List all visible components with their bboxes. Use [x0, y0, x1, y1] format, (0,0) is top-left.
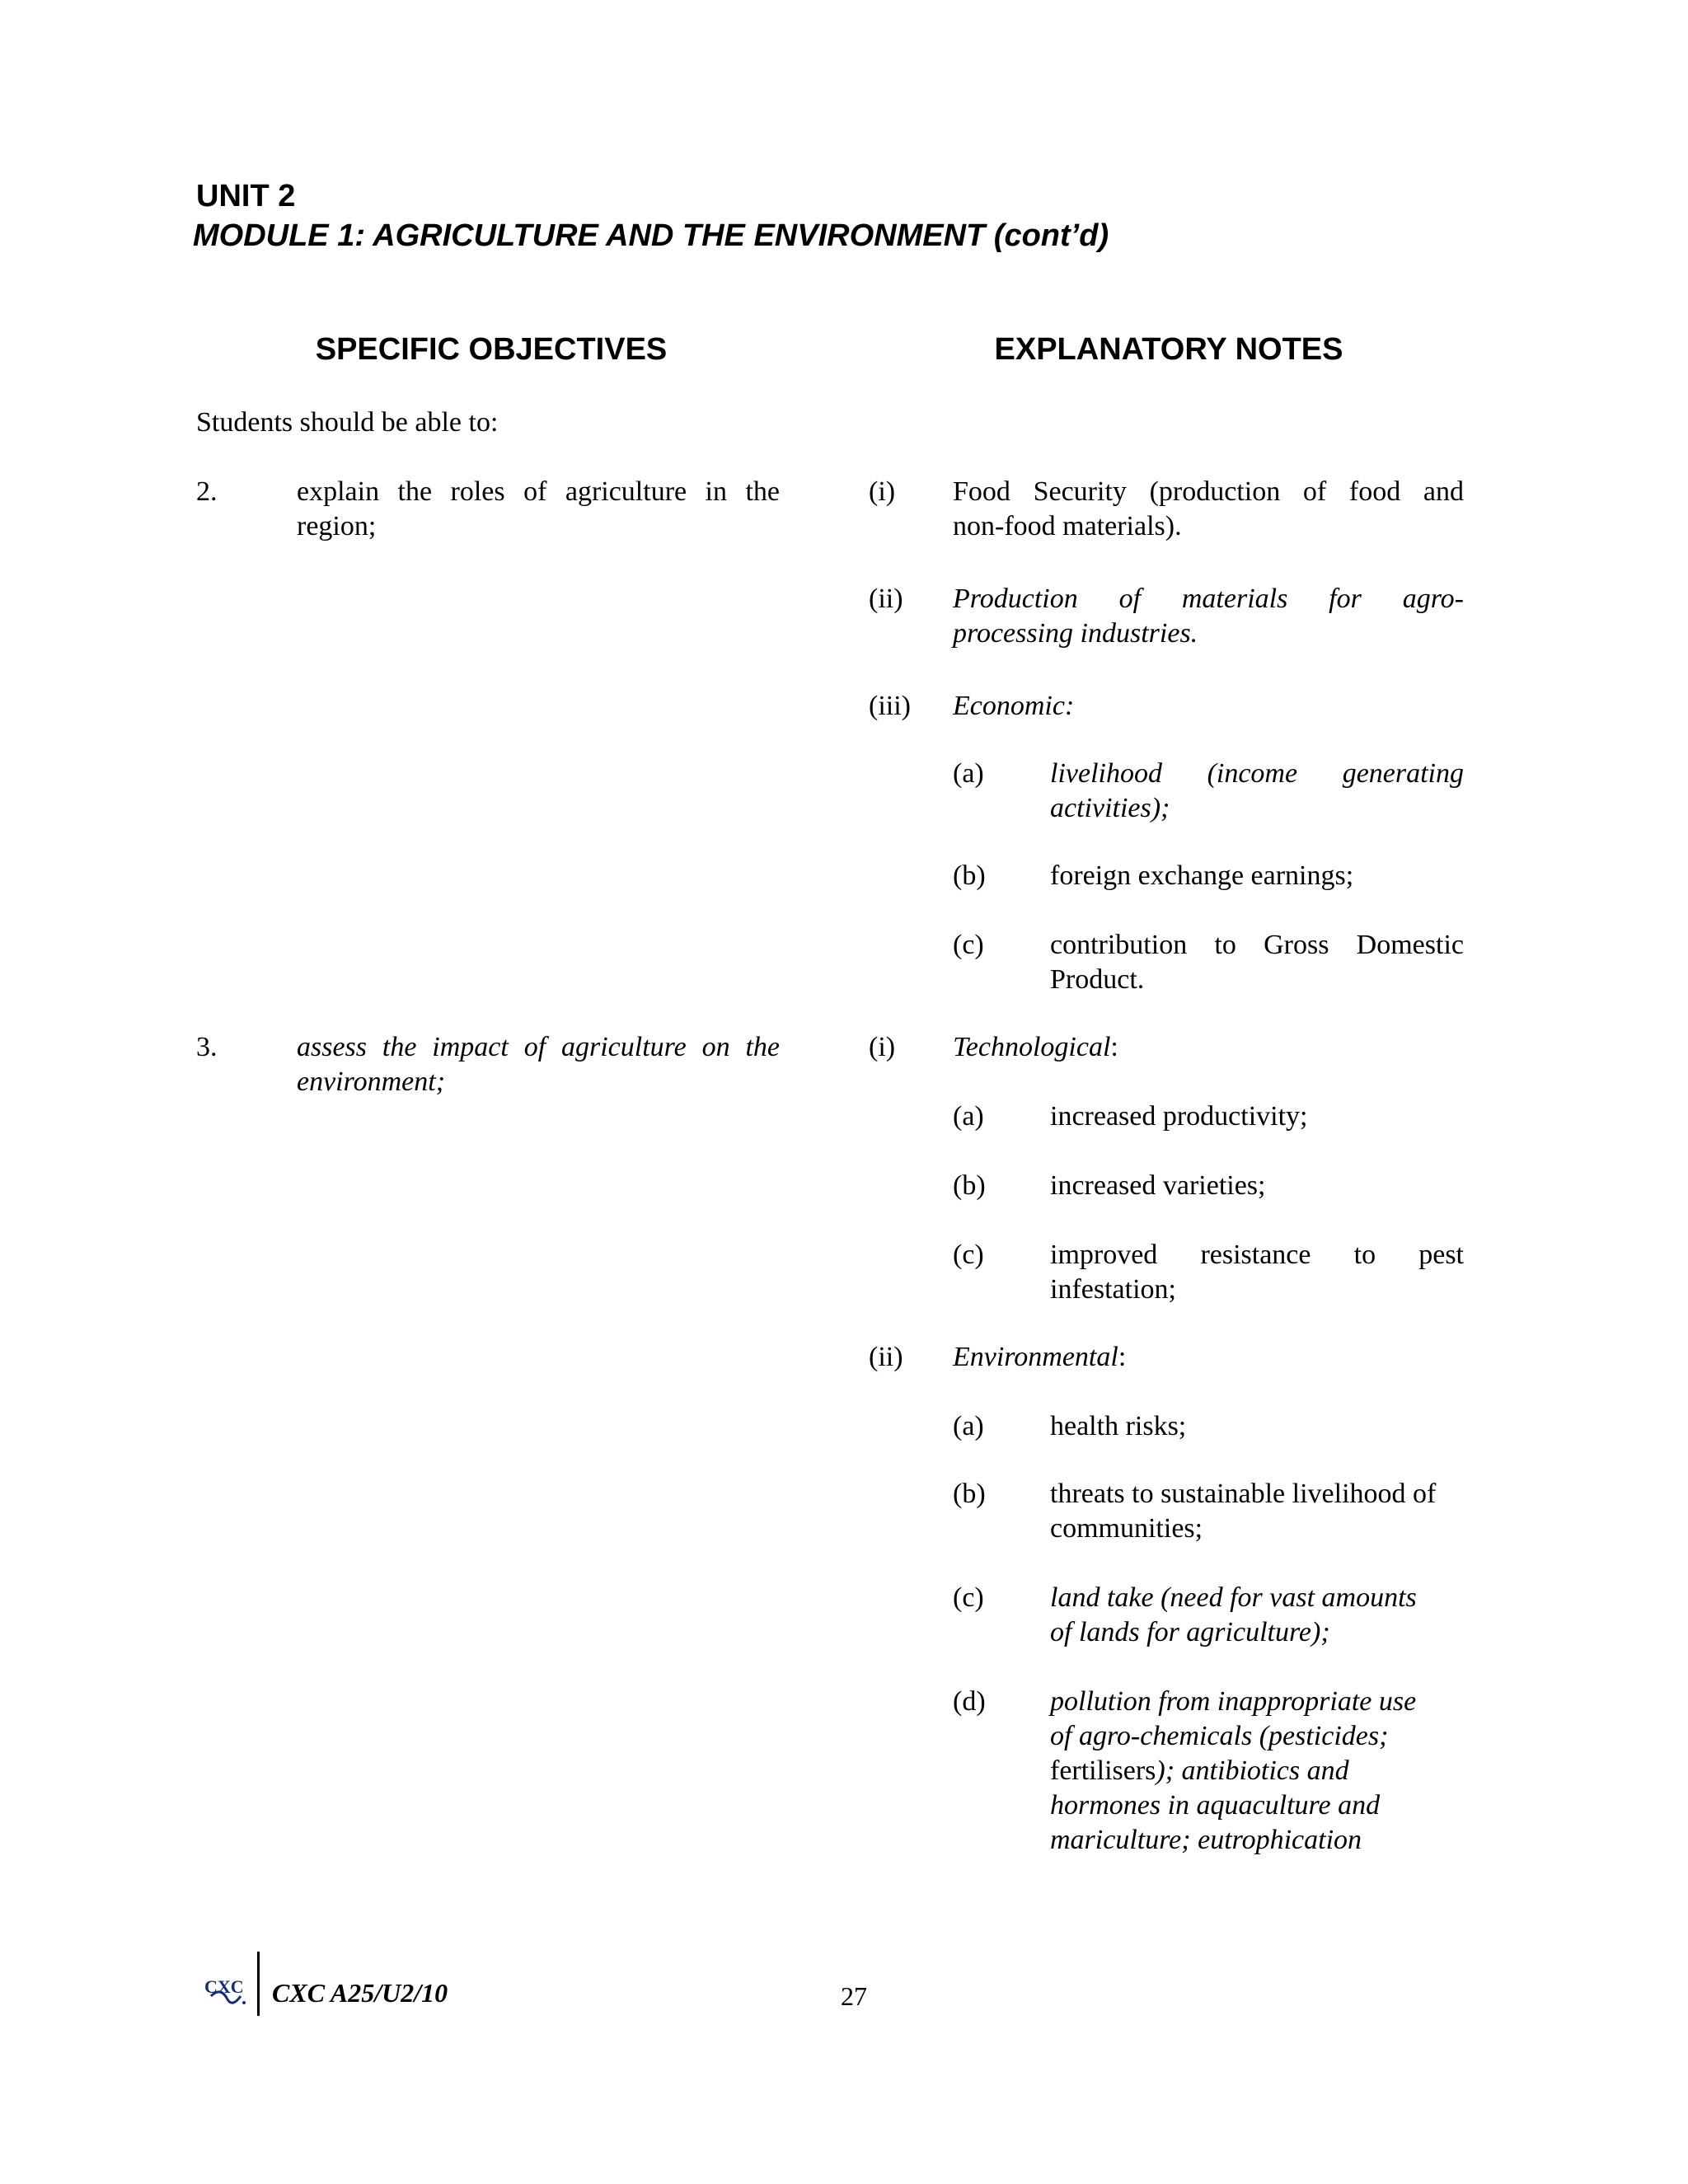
note-line: non-food materials). — [953, 511, 1182, 541]
note-label-technological — [953, 1030, 1118, 1065]
subitem-number: (b) — [953, 1479, 986, 1509]
subitem-text — [1050, 928, 1464, 997]
subitem-line: communities; — [1050, 1513, 1203, 1544]
intro-text: Students should be able to: — [196, 407, 499, 438]
subitem-line: improved resistance to pest — [1050, 1240, 1464, 1270]
note-label-suffix: : — [1118, 1342, 1127, 1372]
subitem-line: Product. — [1050, 964, 1145, 995]
page-number: 27 — [841, 1981, 867, 2011]
subitem-line: land take (need for vast amounts — [1050, 1582, 1417, 1613]
subitem-text — [1050, 1581, 1479, 1650]
note-label: Environmental — [953, 1342, 1118, 1372]
subitem-line: pollution from inappropriate use — [1050, 1686, 1417, 1717]
objective-line: assess the impact of agriculture on the — [297, 1032, 780, 1062]
subitem-line: activities); — [1050, 793, 1170, 823]
subitem-line: threats to sustainable livelihood of — [1050, 1479, 1437, 1509]
subitem-text — [1050, 1238, 1464, 1307]
note-line: Production of materials for agro- — [953, 583, 1464, 614]
note-number: (i) — [869, 1032, 896, 1062]
subitem-line: hormones in aquaculture and — [1050, 1790, 1381, 1821]
subitem-number: (a) — [953, 1411, 984, 1441]
note-line: Food Security (production of food and — [953, 476, 1464, 507]
subitem-text — [1050, 1477, 1479, 1546]
note-text — [953, 475, 1464, 544]
subitem-text — [1050, 757, 1464, 826]
subitem-number: (a) — [953, 1101, 984, 1132]
subitem-line: of lands for agriculture); — [1050, 1617, 1330, 1647]
column-heading-objectives: SPECIFIC OBJECTIVES — [315, 332, 668, 367]
subitem-line: livelihood (income generating — [1050, 758, 1464, 789]
objective-number: 2. — [196, 476, 218, 507]
document-code: CXC A25/U2/10 — [272, 1978, 448, 2008]
note-text — [953, 582, 1464, 651]
subitem-text: foreign exchange earnings; — [1050, 860, 1354, 891]
note-label-environmental — [953, 1340, 1126, 1375]
unit-title: UNIT 2 — [196, 179, 296, 213]
column-heading-notes: EXPLANATORY NOTES — [994, 332, 1343, 367]
note-number: (i) — [869, 476, 896, 507]
subitem-number: (d) — [953, 1686, 986, 1717]
module-title: MODULE 1: AGRICULTURE AND THE ENVIRONMENT (cont’d) — [193, 218, 1109, 253]
subitem-line-italic: ); antibiotics and — [1156, 1755, 1349, 1786]
subitem-line: contribution to Gross Domestic — [1050, 930, 1464, 960]
subitem-number: (c) — [953, 1240, 984, 1270]
subitem-line — [1050, 1754, 1479, 1788]
note-number: (ii) — [869, 1342, 903, 1372]
subitem-line: of agro-chemicals (pesticides; — [1050, 1721, 1389, 1751]
note-number: (iii) — [869, 691, 911, 721]
cxc-logo-letters: CXC — [204, 1976, 244, 1997]
subitem-text: health risks; — [1050, 1411, 1187, 1441]
footer-divider — [257, 1952, 260, 2016]
subitem-text: increased varieties; — [1050, 1170, 1266, 1201]
subitem-line: infestation; — [1050, 1274, 1176, 1305]
subitem-number: (b) — [953, 860, 986, 891]
objective-line: explain the roles of agriculture in the — [297, 476, 780, 507]
subitem-number: (a) — [953, 758, 984, 789]
subitem-number: (c) — [953, 930, 984, 960]
note-number: (ii) — [869, 583, 903, 614]
subitem-number: (b) — [953, 1170, 986, 1201]
note-line: processing industries. — [953, 618, 1198, 649]
subitem-line-roman: fertilisers — [1050, 1755, 1156, 1786]
subitem-number: (c) — [953, 1582, 984, 1613]
cxc-logo-mark — [203, 1971, 252, 2013]
note-label-economic: Economic: — [953, 691, 1075, 721]
objective-line: region; — [297, 511, 377, 541]
subitem-line: mariculture; eutrophication — [1050, 1825, 1362, 1855]
subitem-text — [1050, 1685, 1479, 1858]
objective-number: 3. — [196, 1032, 218, 1062]
objective-line: environment; — [297, 1066, 446, 1097]
note-label-suffix: : — [1110, 1032, 1118, 1062]
note-label: Technological — [953, 1032, 1111, 1062]
objective-text — [297, 1030, 780, 1099]
cxc-logo — [203, 1971, 252, 2013]
objective-text — [297, 475, 780, 544]
subitem-text: increased productivity; — [1050, 1101, 1308, 1132]
